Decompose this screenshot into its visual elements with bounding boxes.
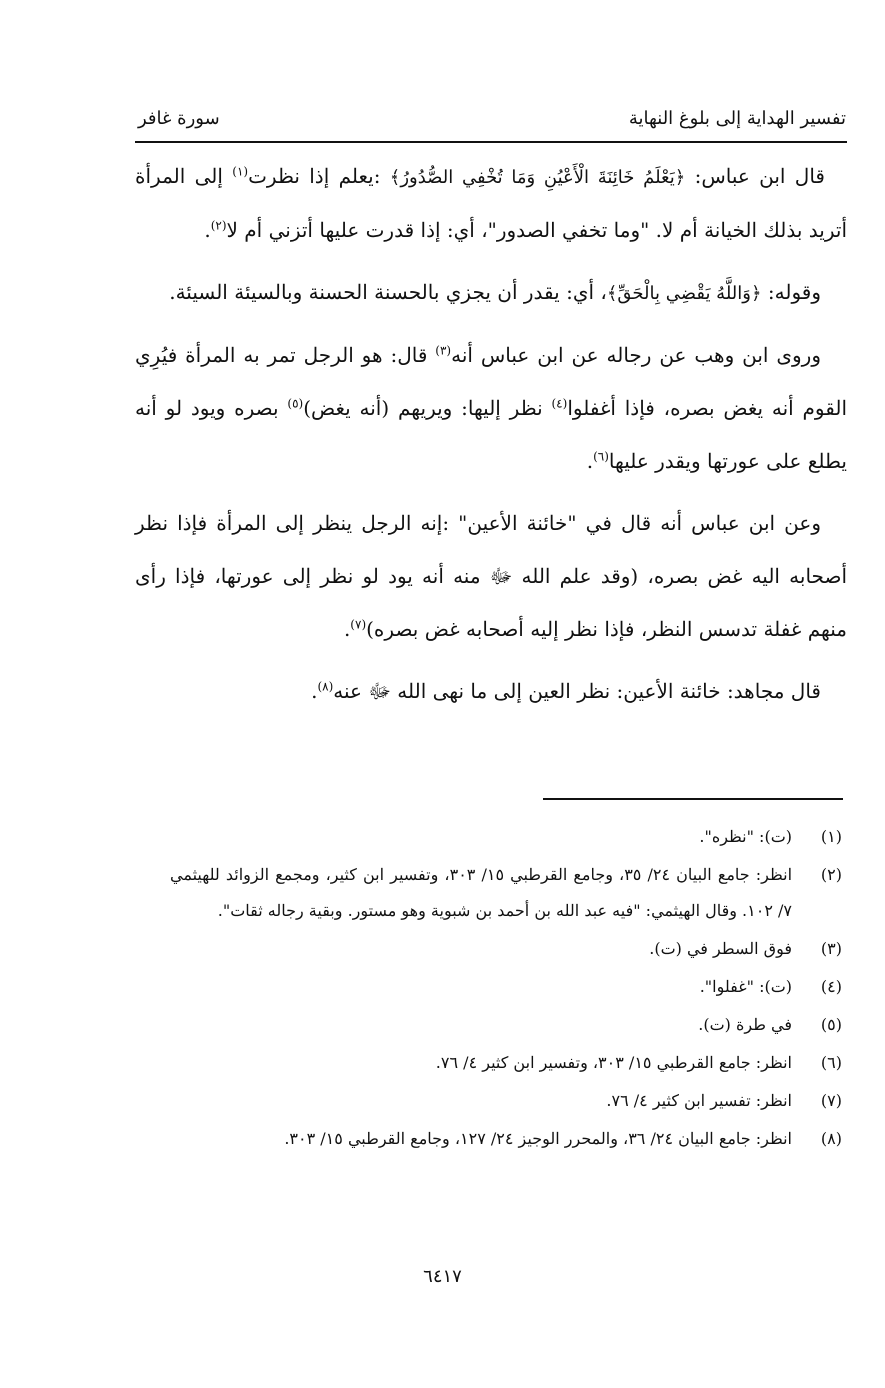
footnote-ref-3: (٣) — [435, 343, 452, 358]
footnote-text: (ت): "غفلوا". — [699, 977, 792, 996]
text-run: وقوله: — [761, 280, 821, 304]
footnote-ref-4: (٤) — [551, 396, 568, 411]
running-header — [138, 104, 846, 132]
footnote-text: في طرة (ت). — [698, 1015, 792, 1034]
paragraph-5 — [135, 665, 847, 718]
footnote-number: (٦) — [820, 1053, 842, 1072]
footnotes-section — [170, 819, 842, 1159]
footnote-text: انظر: تفسير ابن كثير ٤/ ٧٦. — [606, 1091, 792, 1110]
text-run: نظر إليها: ويريهم (أنه يغض) — [303, 396, 552, 420]
footnote-number: (٨) — [820, 1129, 842, 1148]
paragraph-2 — [135, 266, 847, 320]
main-text — [135, 150, 847, 727]
text-run: ، أي: يقدر أن يجزي بالحسنة الحسنة وبالسيئة السيئة. — [169, 280, 607, 304]
footnote-ref-6: (٦) — [593, 449, 609, 464]
footnote-text: انظر: جامع القرطبي ١٥/ ٣٠٣، وتفسير ابن كثير ٤/ ٧٦. — [435, 1053, 792, 1072]
book-title: تفسير الهداية إلى بلوغ النهاية — [628, 107, 846, 129]
footnote-number: (٢) — [820, 865, 842, 884]
page-number: ٦٤١٧ — [423, 1266, 462, 1287]
text-run: . — [343, 617, 351, 641]
paragraph-4 — [135, 497, 847, 656]
footnote-text: انظر: جامع البيان ٢٤/ ٣٦، والمحرر الوجيز ٢٤/ ١٢٧، وجامع القرطبي ١٥/ ٣٠٣. — [284, 1129, 792, 1148]
quran-verse: ﴿يَعْلَمُ خَائِنَةَ الْأَعْيُنِ وَمَا تُخْفِي الصُّدُورُ﴾ — [389, 167, 686, 188]
footnote-text: (ت): "نظره". — [699, 827, 792, 846]
header-divider — [135, 141, 847, 143]
footnote-item — [170, 857, 842, 929]
footnote-ref-2: (٢) — [210, 218, 227, 233]
footnote-text: انظر: جامع البيان ٢٤/ ٣٥، وجامع القرطبي ١٥/ ٣٠٣، وتفسير ابن كثير، ومجمع الزوائد للهيثمي ٧/ ١٠٢. وقال الهيثمي: "فيه عبد الله بن أحمد بن شبوية وهو مستور. وبقية رجاله ثقات". — [170, 865, 793, 920]
text-run: قال مجاهد: خائنة الأعين: نظر العين إلى ما نهى الله ﷻ عنه — [333, 679, 821, 703]
footnote-number: (٣) — [820, 939, 842, 958]
text-run: إلى المرأة أتريد بذلك الخيانة أم لا. "وما تخفي الصدور"، أي: إذا قدرت عليها أتزني أم لا — [135, 164, 847, 242]
text-run: وعن ابن عباس أنه قال في "خائنة الأعين" :إنه الرجل ينظر إلى المرأة فإذا نظر أصحابه اليه غض بصره، (وقد علم الله ﷻ منه أنه يود لو نظر إلى عورتها، فإذا رأى منهم غفلة تدسس النظر، فإذا نظر إليه أصحابه غض بصره) — [135, 511, 847, 641]
footnote-text: فوق السطر في (ت). — [649, 939, 792, 958]
footnote-divider — [543, 798, 843, 800]
footnote-number: (٧) — [820, 1091, 842, 1110]
footnote-number: (١) — [820, 827, 842, 846]
text-run: قال ابن عباس: — [685, 164, 825, 188]
footnote-item — [170, 969, 842, 1005]
paragraph-1 — [135, 150, 847, 257]
footnote-ref-7: (٧) — [350, 617, 367, 632]
text-run: قال: هو الرجل تمر به المرأة فيُرِي القوم أنه يغض بصره، فإذا أغفلوا — [135, 343, 847, 420]
footnote-item — [170, 819, 842, 855]
footnote-number: (٥) — [820, 1015, 842, 1034]
quran-verse: ﴿وَاللَّهُ يَقْضِي بِالْحَقِّ﴾ — [606, 283, 762, 304]
text-run: . — [204, 218, 211, 242]
text-run: :يعلم إذا نظرت — [248, 164, 390, 188]
footnote-ref-8: (٨) — [317, 679, 334, 694]
surah-name: سورة غافر — [138, 107, 220, 129]
text-run: . — [586, 449, 594, 473]
text-run: بصره ويود لو أنه يطلع على عورتها ويقدر عليها — [135, 396, 847, 473]
footnote-item — [170, 1121, 842, 1157]
footnote-item — [170, 1007, 842, 1043]
footnote-number: (٤) — [820, 977, 842, 996]
text-run: وروى ابن وهب عن رجاله عن ابن عباس أنه — [451, 343, 821, 367]
footnote-item — [170, 1083, 842, 1119]
text-run: . — [311, 679, 318, 703]
footnote-item — [170, 931, 842, 967]
footnote-ref-5: (٥) — [287, 396, 304, 411]
paragraph-3 — [135, 329, 847, 488]
footnote-item — [170, 1045, 842, 1081]
footnote-ref-1: (١) — [232, 164, 249, 179]
